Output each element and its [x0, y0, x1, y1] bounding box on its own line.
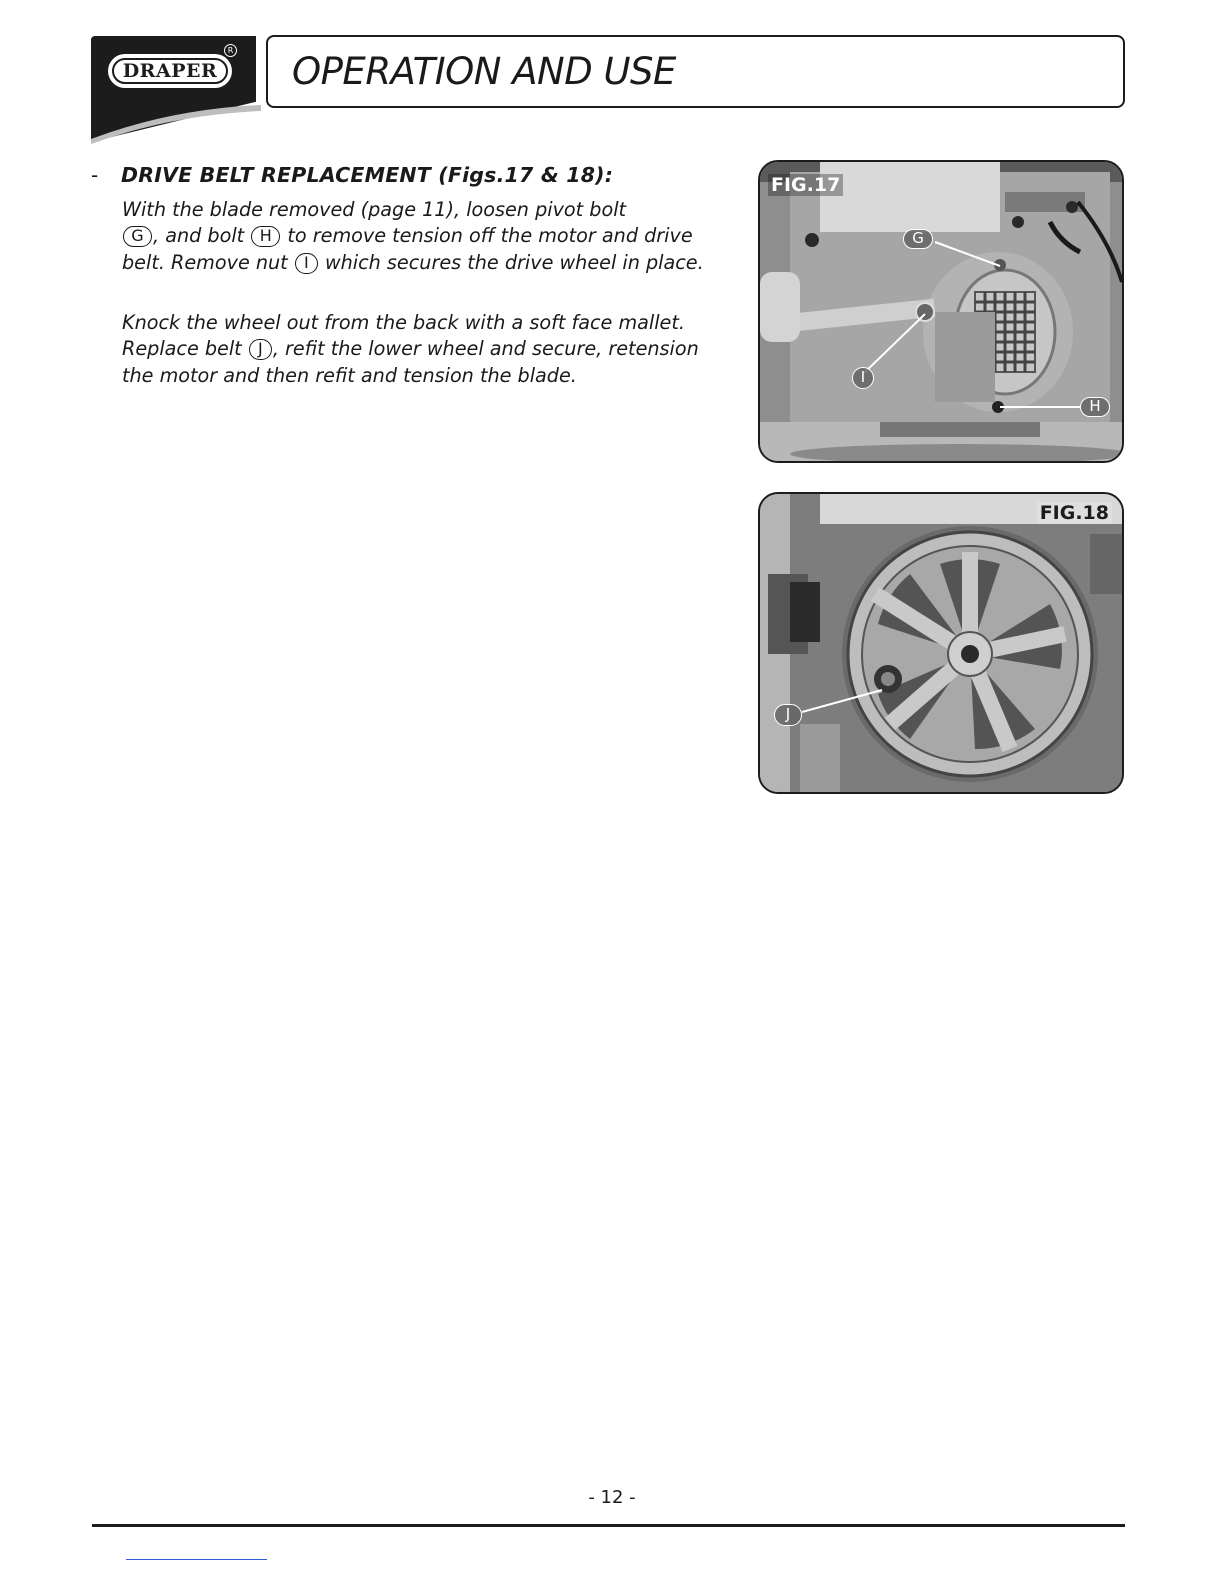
- figure-18-photo: [758, 492, 1124, 794]
- wheel-photo-illustration: [760, 494, 1124, 794]
- page-title: OPERATION AND USE: [292, 50, 676, 93]
- instruction-paragraph-1: [122, 197, 722, 276]
- ref-badge-g: G: [123, 226, 152, 247]
- section-heading: DRIVE BELT REPLACEMENT (Figs.17 & 18):: [121, 163, 614, 187]
- callout-i: I: [852, 367, 874, 389]
- page-number: - 12 -: [588, 1487, 636, 1508]
- registered-mark: R: [224, 44, 237, 57]
- figure-17-label: FIG.17: [768, 174, 843, 196]
- page-header: [266, 35, 1125, 108]
- para1-text-3: to remove tension off the motor and drive belt. Remove nut: [122, 224, 693, 274]
- draper-logo: [108, 54, 232, 88]
- para2-text-2: , refit the lower wheel and secure, retension the motor and then refit and tension the blade.: [122, 337, 699, 387]
- callout-g: G: [903, 229, 933, 249]
- callout-j: J: [774, 704, 802, 726]
- para1-text-4: which secures the drive wheel in place.: [324, 250, 704, 274]
- bullet-dash: -: [91, 163, 99, 187]
- instruction-paragraph-2: [122, 310, 722, 389]
- ref-badge-h: H: [251, 226, 280, 247]
- para1-text-1: With the blade removed (page 11), loosen pivot bolt: [122, 198, 627, 221]
- ref-badge-j: J: [249, 339, 272, 360]
- figure-17-photo: [758, 160, 1124, 463]
- callout-h: H: [1080, 397, 1110, 417]
- motor-photo-illustration: [760, 162, 1124, 463]
- para2-text-1: Knock the wheel out from the back with a soft face mallet. Replace belt: [122, 311, 685, 361]
- logo-swoosh: [91, 99, 261, 144]
- figure-18-label: FIG.18: [1037, 502, 1112, 524]
- ref-badge-i: I: [295, 253, 318, 274]
- logo-wordmark: DRAPER: [112, 58, 228, 84]
- footer-link-underline: [126, 1559, 267, 1560]
- footer-divider: [92, 1524, 1125, 1527]
- para1-text-2: , and bolt: [153, 224, 245, 248]
